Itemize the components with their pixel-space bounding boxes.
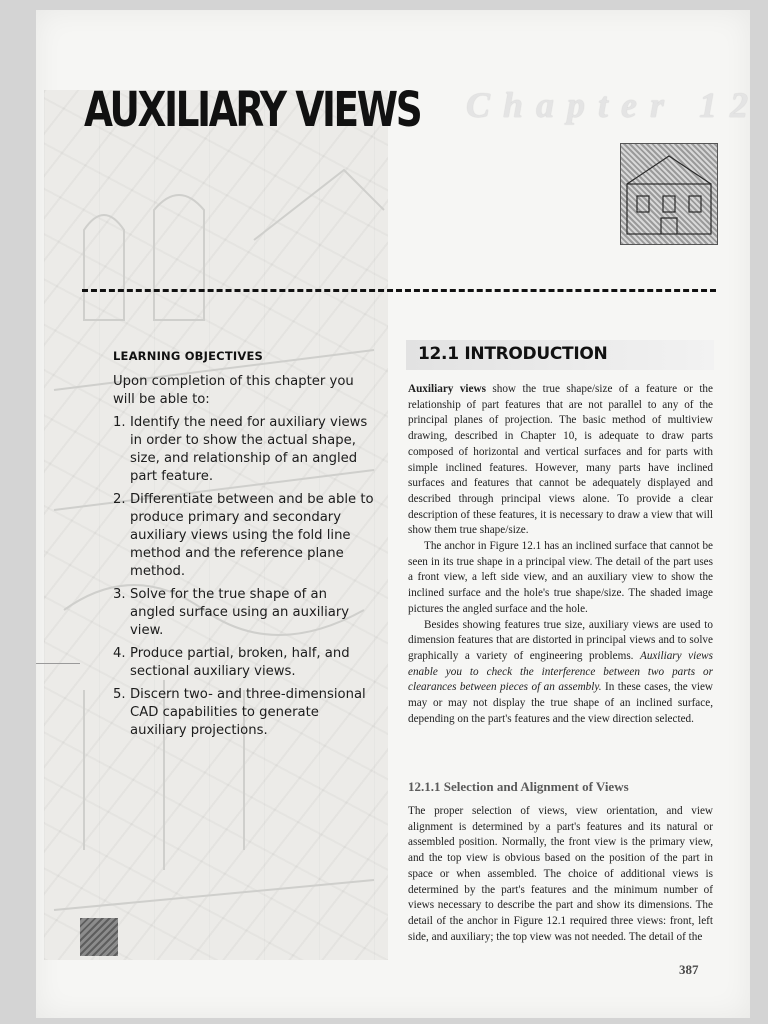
intro-paragraph-3-tail: In these cases, the view may or may not display the true shape of an inclined surface, depending on the part's features and the view direction selected. [408, 681, 713, 725]
objective-item [113, 414, 375, 486]
objectives-heading: LEARNING OBJECTIVES [113, 349, 263, 363]
intro-paragraph-1 [408, 382, 713, 539]
objective-number: 2. [113, 492, 126, 507]
corner-thumbnail [80, 918, 118, 956]
objective-item [113, 491, 375, 581]
term-auxiliary-views: Auxiliary views [408, 383, 486, 395]
objective-item [113, 586, 375, 640]
objective-item [113, 645, 375, 681]
chapter-title: AUXILIARY VIEWS [84, 82, 421, 138]
section-heading: 12.1 INTRODUCTION [418, 344, 608, 364]
subsection-body [408, 804, 713, 945]
objective-text: Produce partial, broken, half, and sectional auxiliary views. [130, 646, 350, 679]
introduction-body [408, 382, 713, 727]
objective-number: 5. [113, 687, 126, 702]
intro-paragraph-3-emphasis: Auxiliary views enable you to check the interference between two parts or clearances between pieces of an assembly. [408, 649, 713, 694]
intro-paragraph-3-text: Besides showing features true size, auxiliary views are used to dimension features that are distorted in principal views and to solve graphically a variety of engineering problems. [408, 618, 713, 662]
intro-paragraph-2: The anchor in Figure 12.1 has an inclined surface that cannot be seen in its true shape in a principal view. The detail of the part uses a front view, a left side view, and an auxiliary view to show the inclined surface and the hole's true shape/size. The shaded image pictures the angled surface and the hole. [408, 540, 713, 615]
objective-text: Solve for the true shape of an angled surface using an auxiliary view. [130, 587, 350, 638]
building-sketch [621, 144, 717, 244]
intro-paragraph-1-text: show the true shape/size of a feature or the relationship of part features that are not parallel to any of the principal planes of projection. The basic method of multiview drawing, described in Chapter 10, is adequate to draw parts composed of horizontal and vertical surfaces and for parts with simple inclined features. However, many parts have inclined surfaces and features that cannot be adequately displayed and described through principal views alone. To provide a clear description of these features, it is necessary to draw a view that will show them true shape/size. [408, 383, 713, 537]
chapter-label: Chapter 12 [466, 85, 762, 125]
objective-item [113, 686, 375, 740]
intro-paragraph-3 [408, 618, 713, 728]
subsection-paragraph-1: The proper selection of views, view orientation, and view alignment is determined by a part's features and its natural or assembled position. Normally, the front view is the primary view, and the top view is obvious based on the position of the part in space or when assembled. The choice of additional views is determined by the part's features and the minimum number of views necessary to describe the part and show its dimensions. The detail of the anchor in Figure 12.1 required three views: front, left side, and auxiliary; the top view was not needed. The detail of the [408, 805, 713, 943]
objective-text: Identify the need for auxiliary views in order to show the actual shape, size, and relationship of an angled part feature. [130, 415, 368, 484]
page-number: 387 [679, 962, 699, 977]
objectives-intro: Upon completion of this chapter you will be able to: [113, 374, 354, 407]
section-divider [82, 289, 716, 292]
objective-text: Discern two- and three-dimensional CAD capabilities to generate auxiliary projections. [130, 687, 366, 738]
objective-text: Differentiate between and be able to produce primary and secondary auxiliary views using the fold line method and the reference plane method. [130, 492, 374, 579]
chapter-photo [620, 143, 718, 245]
margin-mark [36, 663, 80, 664]
subsection-heading: 12.1.1 Selection and Alignment of Views [408, 779, 629, 794]
section-heading-bar [406, 340, 714, 370]
objective-number: 4. [113, 646, 126, 661]
objectives-list [113, 414, 375, 745]
objective-number: 1. [113, 415, 126, 430]
objective-number: 3. [113, 587, 126, 602]
